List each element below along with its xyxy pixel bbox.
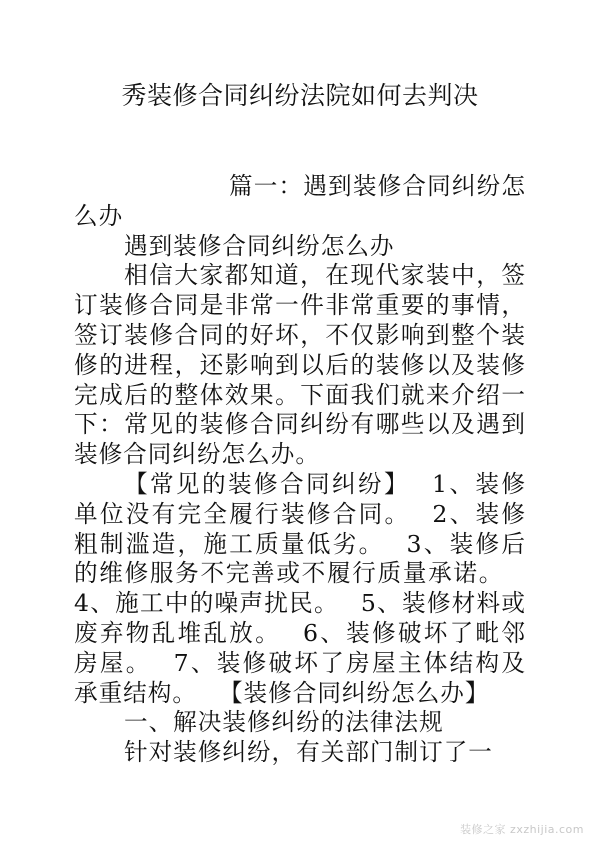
paragraph-intro: 相信大家都知道，在现代家装中，签订装修合同是非常一件非常重要的事情，签订装修合同的好坏，不仅影响到整个装修的进程，还影响到以后的装修以及装修完成后的整体效果。下面我们就来介绍一下：常见的装修合同纠纷有哪些以及遇到装修合同纠纷怎么办。 (74, 261, 526, 469)
list-item: 3、装修后的维修服务不完善或不履行质量承诺。 (74, 529, 527, 588)
list-item: 2、装修粗制滥造，施工质量低劣。 (74, 499, 527, 558)
list-heading: 【装修合同纠纷怎么办】 (218, 678, 490, 707)
paragraph-section-1: 一、解决装修纠纷的法律法规 (124, 708, 444, 737)
list-item: 6、装修破坏了毗邻房屋。 (74, 618, 527, 677)
section-heading: 篇一：遇到装修合同纠纷怎么办 (74, 172, 526, 230)
list-item: 7、装修破坏了房屋主体结构及承重结构。 (74, 648, 526, 707)
document-body (74, 172, 526, 768)
paragraph-laws-intro: 针对装修纠纷，有关部门制订了一 (124, 738, 493, 767)
list-item: 5、装修材料或废弃物乱堆乱放。 (74, 589, 526, 647)
list-item: 4、施工中的噪声扰民。 (74, 589, 339, 618)
document-title: 秀装修合同纠纷法院如何去判决 (121, 81, 479, 110)
list-heading: 【常见的装修合同纠纷】 (124, 469, 410, 498)
paragraph-disputes-list (74, 470, 526, 708)
list-item: 1、装修单位没有完全履行装修合同。 (74, 469, 527, 528)
watermark-text: 装修之家 zxzhijia.com (460, 823, 584, 836)
paragraph-subtitle: 遇到装修合同纠纷怎么办 (124, 231, 395, 260)
